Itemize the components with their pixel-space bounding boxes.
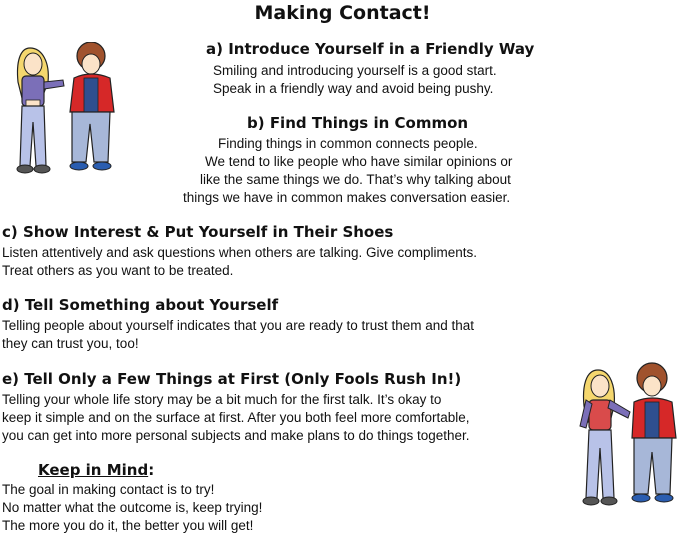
section-b-line-2: We tend to like people who have similar opinions or xyxy=(205,154,513,169)
page-title: Making Contact! xyxy=(254,2,431,24)
keep-in-mind-line-2: No matter what the outcome is, keep trying! xyxy=(2,500,263,515)
section-e-line-1: Telling your whole life story may be a bit much for the first talk. It’s okay to xyxy=(2,392,442,407)
section-c-heading: c) Show Interest & Put Yourself in Their Shoes xyxy=(2,223,394,241)
section-b-line-3: like the same things we do. That’s why talking about xyxy=(200,172,511,187)
two-friends-illustration-bottom xyxy=(572,360,682,510)
section-b-line-4: things we have in common makes conversation easier. xyxy=(183,190,511,205)
keep-in-mind-heading xyxy=(38,461,154,479)
keep-in-mind-colon: : xyxy=(148,461,155,479)
section-c-line-1: Listen attentively and ask questions when others are talking. Give compliments. xyxy=(2,245,477,260)
section-a-line-1: Smiling and introducing yourself is a good start. xyxy=(213,63,497,78)
two-friends-illustration-top xyxy=(8,42,128,177)
keep-in-mind-line-3: The more you do it, the better you will get! xyxy=(2,518,254,533)
keep-in-mind-line-1: The goal in making contact is to try! xyxy=(2,482,215,497)
section-e-heading: e) Tell Only a Few Things at First (Only Fools Rush In!) xyxy=(2,370,462,388)
keep-in-mind-label: Keep in Mind xyxy=(38,461,149,479)
section-b-heading: b) Find Things in Common xyxy=(247,114,469,132)
section-e-line-2: keep it simple and on the surface at first. After you both feel more comfortable, xyxy=(2,410,470,425)
section-d-line-2: they can trust you, too! xyxy=(2,336,139,351)
section-a-heading: a) Introduce Yourself in a Friendly Way xyxy=(206,40,535,58)
section-a-line-2: Speak in a friendly way and avoid being pushy. xyxy=(213,81,494,96)
section-d-heading: d) Tell Something about Yourself xyxy=(2,296,279,314)
section-c-line-2: Treat others as you want to be treated. xyxy=(2,263,234,278)
section-b-line-1: Finding things in common connects people. xyxy=(218,136,478,151)
section-d-line-1: Telling people about yourself indicates that you are ready to trust them and that xyxy=(2,318,475,333)
section-e-line-3: you can get into more personal subjects and make plans to do things together. xyxy=(2,428,470,443)
